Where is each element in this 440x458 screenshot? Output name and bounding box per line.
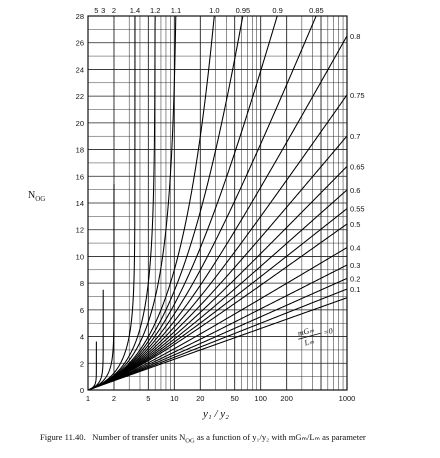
y-tick-label: 18 <box>75 145 84 155</box>
svg-text:Lₘ: Lₘ <box>303 336 315 348</box>
y-tick-label: 14 <box>75 199 84 208</box>
x-tick-label: 200 <box>280 394 293 403</box>
curve-label-0.9: 0.9 <box>272 6 283 15</box>
caption-subscript: OG <box>185 437 195 445</box>
curve-label-0.5: 0.5 <box>350 219 361 229</box>
curve-label-0.65: 0.65 <box>350 162 365 172</box>
curve-label-3: 3 <box>101 6 106 15</box>
x-tick-label: 2 <box>111 394 117 403</box>
y-tick-label: 10 <box>75 252 84 262</box>
y-axis-label: $N_{OG}$ <box>28 190 46 203</box>
curve-label-1.0: 1.0 <box>209 6 220 15</box>
curve-label-0.75: 0.75 <box>350 90 365 100</box>
y-tick-label: 26 <box>75 38 84 48</box>
y-tick-label: 24 <box>75 65 84 75</box>
caption-text: Number of transfer units N <box>92 432 186 442</box>
curve-mgl-0.7 <box>88 136 347 390</box>
curve-mgl-3 <box>88 290 103 390</box>
curve-label-2: 2 <box>111 6 117 15</box>
y-tick-label: 22 <box>75 92 84 102</box>
curve-label-0.6: 0.6 <box>350 185 361 195</box>
x-tick-label: 20 <box>196 394 205 403</box>
y-tick-label: 12 <box>75 225 84 235</box>
curve-label-0.95: 0.95 <box>235 6 251 15</box>
y-tick-label: 4 <box>79 332 84 342</box>
y-tick-label: 8 <box>79 279 84 289</box>
y-tick-label: 20 <box>75 118 84 128</box>
x-tick-label: 1000 <box>338 394 356 403</box>
curve-label-0.1: 0.1 <box>350 285 361 295</box>
curve-label-0.85: 0.85 <box>309 6 324 15</box>
svg-text:mGₘ: mGₘ <box>296 325 315 338</box>
curve-label-0.7: 0.7 <box>350 131 361 141</box>
y-tick-label: 2 <box>79 359 84 369</box>
curve-label-0.3: 0.3 <box>350 260 361 270</box>
curve-label-1.1: 1.1 <box>170 6 182 15</box>
x-tick-label: 1 <box>85 394 91 403</box>
figure-caption <box>40 432 436 445</box>
curve-label-0.4: 0.4 <box>350 243 361 253</box>
x-tick-label: 10 <box>170 394 179 403</box>
curve-label-0.2: 0.2 <box>350 274 361 284</box>
curve-label-5: 5 <box>94 6 99 15</box>
svg-text:=0: =0 <box>322 326 334 338</box>
x-tick-label: 50 <box>230 394 239 403</box>
caption-figure-number: Figure 11.40. <box>40 432 86 442</box>
curve-mgl-0.65 <box>88 166 347 390</box>
curve-label-1.4: 1.4 <box>129 6 141 15</box>
y-tick-label: 0 <box>79 386 84 395</box>
curve-label-1.2: 1.2 <box>149 6 161 15</box>
curve-label-0.8: 0.8 <box>350 31 361 41</box>
caption-rest: as a function of y₁/y₂ with mGₘ/Lₘ as parameter <box>194 432 366 442</box>
y-tick-label: 6 <box>79 305 84 315</box>
curve-mgl-2 <box>88 184 114 390</box>
x-tick-label: 100 <box>254 394 267 403</box>
curve-mgl-5 <box>88 342 96 390</box>
curve-label-0.55: 0.55 <box>350 204 365 214</box>
y-tick-label: 16 <box>75 172 84 182</box>
y-tick-label: 28 <box>75 12 84 21</box>
x-axis-label: y₁ / y₂ <box>203 408 229 420</box>
x-tick-label: 5 <box>146 394 151 403</box>
